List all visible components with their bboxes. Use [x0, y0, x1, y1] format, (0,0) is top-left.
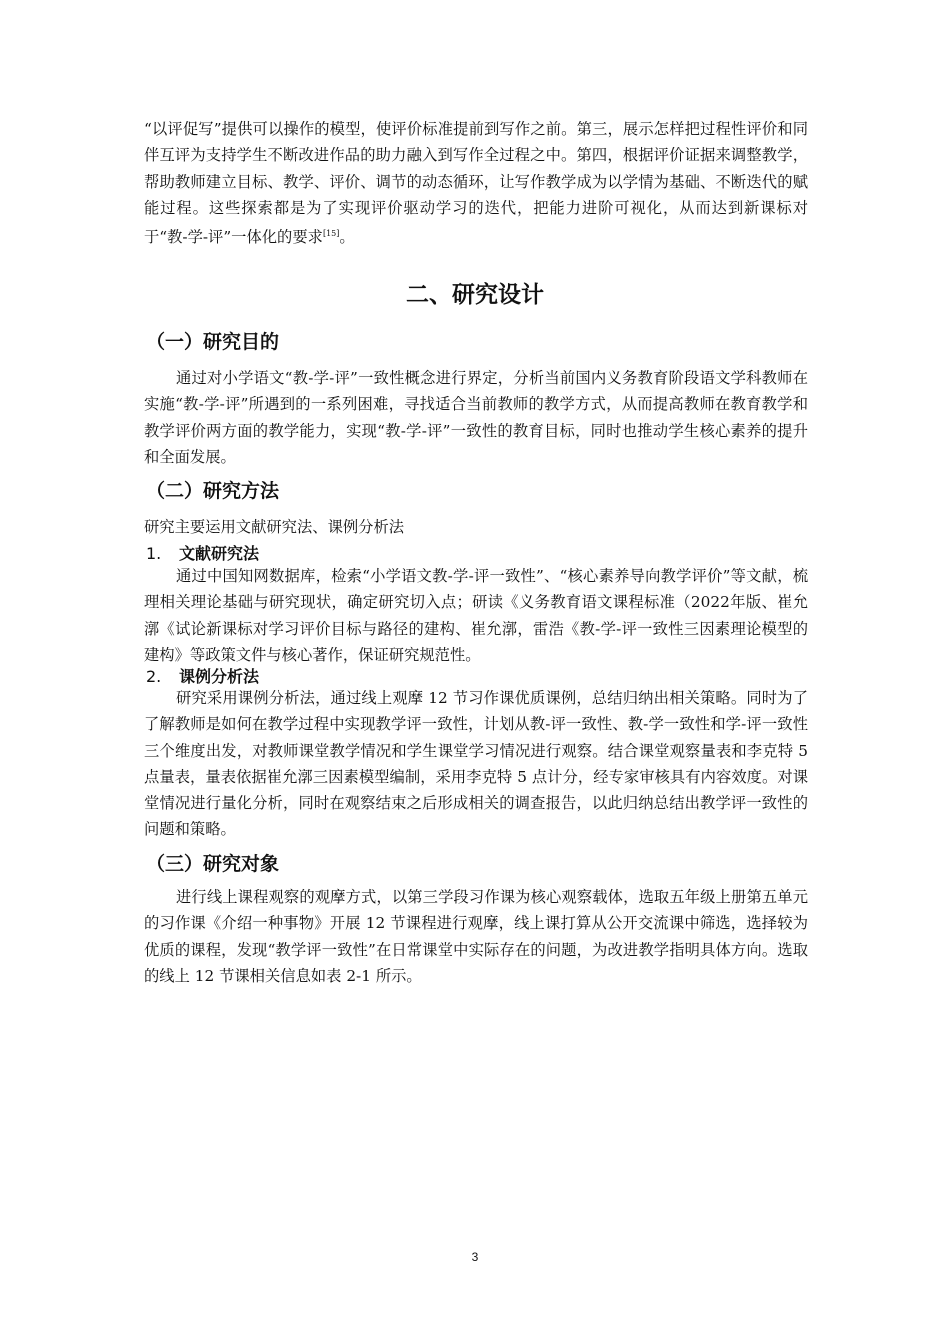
subsection-number: 1.	[146, 544, 162, 563]
intro-tail: 。	[339, 228, 355, 247]
purpose-paragraph: 通过对小学语文“教-学-评”一致性概念进行界定，分析当前国内义务教育阶段语文学科教师在实施“教-学-评”所遇到的一系列困难，寻找适合当前教师的教学方式，从而提高教师在教育教学和教学评价两方面的教学能力，实现“教-学-评”一致性的教育目标，同时也推动学生核心素养的提升和全面发展。	[144, 369, 808, 466]
intro-paragraph	[144, 116, 808, 250]
literature-paragraph: 通过中国知网数据库，检索“小学语文教-学-评一致性”、“核心素养导向教学评价”等文献，梳理相关理论基础与研究现状，确定研究切入点；研读《义务教育语文课程标准（2022年版、崔允漷《试论新课标对学习评价目标与路径的建构、崔允漷，雷浩《教-学-评一致性三因素理论模型的建构》等政策文件与核心著作，保证研究规范性。	[144, 567, 808, 664]
section-title-purpose: （一）研究目的	[146, 331, 280, 353]
subsection-title: 文献研究法	[179, 544, 260, 563]
section-title-methods: （二）研究方法	[146, 480, 280, 502]
intro-text: “以评促写”提供可以操作的模型，使评价标准提前到写作之前。第三，展示怎样把过程性评价和同伴互评为支持学生不断改进作品的助力融入到写作全过程之中。第四，根据评价证据来调整教学，帮助教师建立目标、教学、评价、调节的动态循环，让写作教学成为以学情为基础、不断迭代的赋能过程。这些探索都是为了实现评价驱动学习的迭代，把能力进阶可视化，从而达到新课标对于“教-学-评”一体化的要求	[144, 120, 808, 247]
chapter-title: 二、研究设计	[406, 282, 544, 308]
methods-lead: 研究主要运用文献研究法、课例分析法	[144, 518, 405, 536]
subsection-case-analysis	[146, 664, 259, 687]
subsection-title: 课例分析法	[179, 667, 260, 686]
subjects-paragraph: 进行线上课程观察的观摩方式，以第三学段习作课为核心观察载体，选取五年级上册第五单元的习作课《介绍一种事物》开展 12 节课程进行观摩，线上课打算从公开交流课中筛选，选择较为优质的课程，发现“教学评一致性”在日常课堂中实际存在的问题，为改进教学指明具体方向。选取的线上 12 节课相关信息如表 2-1 所示。	[144, 888, 808, 985]
page-number: 3	[471, 1250, 479, 1264]
section-title-subjects: （三）研究对象	[146, 853, 280, 875]
case-analysis-paragraph: 研究采用课例分析法，通过线上观摩 12 节习作课优质课例，总结归纳出相关策略。同时为了了解教师是如何在教学过程中实现教学评一致性，计划从教-评一致性、教-学一致性和学-评一致性三个维度出发，对教师课堂教学情况和学生课堂学习情况进行观察。结合课堂观察量表和李克特 5 点量表，量表依据崔允漷三因素模型编制，采用李克特 5 点计分，经专家审核具有内容效度。对课堂情况进行量化分析，同时在观察结束之后形成相关的调查报告，以此归纳总结出教学评一致性的问题和策略。	[144, 689, 808, 839]
subsection-number: 2.	[146, 667, 162, 686]
citation-marker: [15]	[322, 229, 340, 239]
subsection-literature	[146, 541, 259, 564]
